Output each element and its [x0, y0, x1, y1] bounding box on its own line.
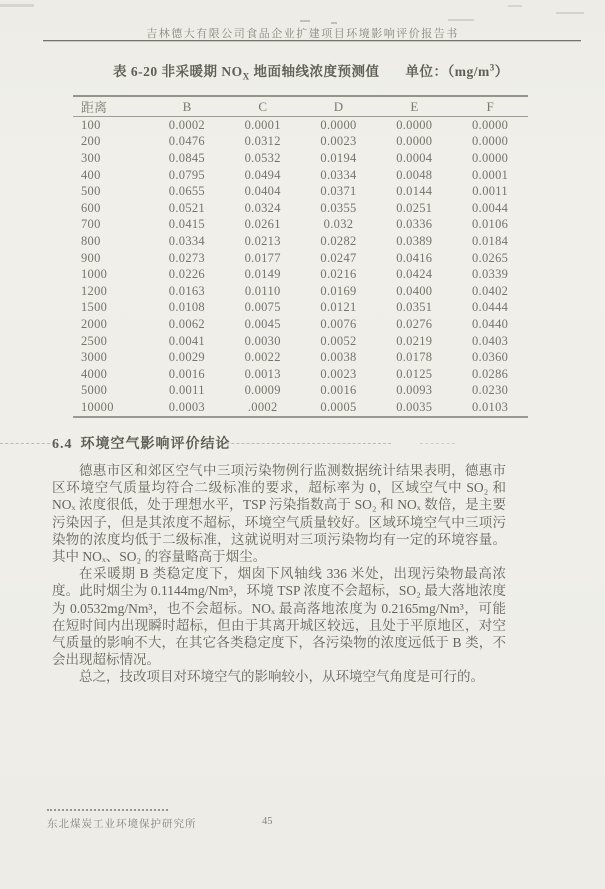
- column-header: B: [149, 96, 225, 117]
- scan-artifact: [331, 22, 337, 24]
- table-cell: 0.0016: [320, 383, 357, 398]
- table-cell: 0.0178: [396, 350, 433, 365]
- table-cell: 0.0062: [168, 316, 205, 331]
- table-cell: 400: [81, 167, 101, 182]
- table-cell: 0.0009: [244, 383, 281, 398]
- table-row: [73, 134, 528, 151]
- table-cell: 0.0276: [396, 316, 433, 331]
- table-cell: 10000: [81, 399, 114, 414]
- table-cell: 0.0163: [168, 283, 205, 298]
- scan-artifact: [556, 12, 584, 14]
- table-cell: 0.0360: [472, 350, 509, 365]
- table-cell: 0.0371: [320, 184, 357, 199]
- table-cell: 0.0029: [168, 350, 205, 365]
- table-cell: 0.0000: [320, 117, 357, 132]
- table-cell: 0.0273: [168, 250, 205, 265]
- table-cell: 0.0013: [244, 366, 281, 381]
- table-cell: 0.0532: [244, 150, 281, 165]
- column-header: C: [225, 96, 301, 117]
- table-cell: 0.0424: [396, 267, 433, 282]
- table-cell: 0.0230: [472, 383, 509, 398]
- table-cell: 0.0795: [168, 167, 205, 182]
- table-row: [73, 250, 528, 267]
- table-cell: 2500: [81, 333, 108, 348]
- table-head: [73, 96, 528, 117]
- table-row: [73, 217, 528, 234]
- table-row: [73, 383, 528, 400]
- table-cell: 0.0334: [320, 167, 357, 182]
- table-cell: 0.0226: [168, 267, 205, 282]
- table-cell: 0.0005: [320, 399, 357, 414]
- table-cell: 0.0440: [472, 316, 509, 331]
- table-cell: 300: [81, 150, 101, 165]
- scan-artifact: [0, 4, 34, 7]
- table-cell: 0.0004: [396, 150, 433, 165]
- table-cell: 0.0655: [168, 184, 205, 199]
- table-cell: 0.0023: [320, 134, 357, 149]
- table-cell: 0.0125: [396, 366, 433, 381]
- table-cell: 0.0389: [396, 233, 433, 248]
- scan-artifact: [300, 20, 310, 22]
- table-cell: 0.0402: [472, 283, 509, 298]
- running-header: 吉林德大有限公司食品企业扩建项目环境影响评价报告书: [146, 28, 459, 40]
- table-cell: 0.0022: [244, 350, 281, 365]
- table-header-row: [73, 96, 528, 117]
- table-cell: 0.0003: [168, 399, 205, 414]
- table-cell: 600: [81, 200, 101, 215]
- table-cell: 0.0044: [472, 200, 509, 215]
- table-cell: 0.0001: [472, 167, 509, 182]
- table-unit-label: 单位：$(mg/m^3)$: [405, 62, 509, 79]
- table-cell: 0.0286: [472, 366, 509, 381]
- table-cell: 0.0035: [396, 399, 433, 414]
- table-row: [73, 150, 528, 167]
- section-number: 6.4: [52, 437, 73, 452]
- table-cell: 0.0247: [320, 250, 357, 265]
- table-cell: 700: [81, 217, 101, 232]
- table-cell: 0.0106: [472, 217, 509, 232]
- table-cell: 0.0103: [472, 399, 509, 414]
- table-cell: 1000: [81, 267, 108, 282]
- table-cell: 0.0045: [244, 316, 281, 331]
- table-cell: 0.0076: [320, 316, 357, 331]
- table-cell: 0.0110: [244, 283, 281, 298]
- table-row: [73, 200, 528, 217]
- table-cell: 0.0444: [472, 300, 509, 315]
- table-cell: 0.0251: [396, 200, 433, 215]
- column-header: D: [301, 96, 377, 117]
- scan-artifact: [508, 5, 522, 7]
- table-cell: 0.0265: [472, 250, 509, 265]
- table-cell: 0.0169: [320, 283, 357, 298]
- table-cell: 0.0016: [168, 366, 205, 381]
- table-caption: [113, 60, 509, 82]
- table-cell: 0.0403: [472, 333, 509, 348]
- table-row: [73, 300, 528, 317]
- table-row: [73, 316, 528, 333]
- table-cell: 0.0121: [320, 300, 357, 315]
- table-cell: .0002: [247, 399, 278, 414]
- table-cell: 0.0149: [244, 267, 281, 282]
- table-cell: 0.0184: [472, 233, 509, 248]
- table-cell: 1200: [81, 283, 108, 298]
- footer-rule: [47, 809, 168, 811]
- table-row: [73, 183, 528, 200]
- table-caption-text: 表 6-20 非采暖期 $NO_X$ 地面轴线浓度预测值: [113, 64, 380, 82]
- scan-artifact: [0, 443, 50, 444]
- scan-artifact: [420, 443, 455, 444]
- table-cell: 0.0476: [168, 134, 205, 149]
- table-cell: 200: [81, 134, 101, 149]
- table-row: [73, 167, 528, 184]
- table-cell: 0.0216: [320, 267, 357, 282]
- table-cell: 100: [81, 117, 101, 132]
- column-header: F: [452, 96, 528, 117]
- table-cell: 0.0219: [396, 333, 433, 348]
- table-cell: 0.0521: [168, 200, 205, 215]
- table-cell: 0.0334: [168, 233, 205, 248]
- table-cell: 2000: [81, 316, 108, 331]
- table-cell: 900: [81, 250, 101, 265]
- paragraph-conclusion-3: 总之，技改项目对环境空气的影响较小，从环境空气角度是可行的。: [79, 669, 484, 685]
- table-row: [73, 233, 528, 250]
- caption-subscript: X: [242, 71, 250, 82]
- table-cell: 0.0108: [168, 300, 205, 315]
- unit-superscript: 3: [489, 62, 495, 73]
- table-cell: 0.0351: [396, 300, 433, 315]
- table-row: [73, 266, 528, 283]
- column-header: E: [376, 96, 452, 117]
- table-cell: 0.0000: [472, 134, 509, 149]
- table-cell: 0.0041: [168, 333, 205, 348]
- page-number: 45: [262, 816, 273, 827]
- table-cell: 0.0213: [244, 233, 281, 248]
- table-cell: 0.0415: [168, 217, 205, 232]
- section-title: 环境空气影响评价结论: [80, 437, 231, 452]
- table-cell: 0.0339: [472, 267, 509, 282]
- section-heading: [52, 433, 231, 453]
- table-cell: 0.0194: [320, 150, 357, 165]
- table-cell: 1500: [81, 300, 108, 315]
- table-cell: 0.0023: [320, 366, 357, 381]
- table-cell: 4000: [81, 366, 108, 381]
- table-cell: 0.032: [323, 217, 354, 232]
- table-cell: 0.0416: [396, 250, 433, 265]
- table-cell: 0.0312: [244, 134, 281, 149]
- paragraph-conclusion-2: 在采暖期 B 类稳定度下，烟囱下风轴线 336 米处，出现污染物最高浓度。此时烟尘为 0.1144mg/Nm³，环境 TSP 浓度不会超标，SO₂ 最大落地浓度为 0.0532mg/Nm³，也不会超标。NOₓ 最高落地浓度为 0.2165mg/Nm³，可能在短时间内出现瞬时超标，但由于其离开城区较远，且处于平原地区，对空气质量的影响不大，在其它各类稳定度下，各污染物的浓度远低于 B 类，不会出现超标情况。: [52, 566, 506, 668]
- column-header: 距离: [73, 96, 149, 117]
- table-cell: 0.0011: [169, 383, 205, 398]
- table-cell: 0.0048: [396, 167, 433, 182]
- scan-artifact: [448, 19, 474, 21]
- table-row: [73, 349, 528, 366]
- table-cell: 0.0038: [320, 350, 357, 365]
- table-cell: 3000: [81, 350, 108, 365]
- header-rule: [43, 40, 581, 41]
- table-cell: 0.0177: [244, 250, 281, 265]
- table-cell: 0.0000: [472, 150, 509, 165]
- table-body: [73, 117, 528, 417]
- table-cell: 0.0000: [396, 134, 433, 149]
- table-row: [73, 399, 528, 417]
- table-row: [73, 283, 528, 300]
- table-cell: 0.0336: [396, 217, 433, 232]
- table-cell: 0.0282: [320, 233, 357, 248]
- table-cell: 0.0030: [244, 333, 281, 348]
- table-cell: 0.0404: [244, 184, 281, 199]
- table-row: [73, 333, 528, 350]
- table-row: [73, 117, 528, 134]
- table-cell: 0.0494: [244, 167, 281, 182]
- table-cell: 0.0011: [472, 184, 508, 199]
- table-cell: 0.0093: [396, 383, 433, 398]
- paragraph-conclusion-1: 德惠市区和郊区空气中三项污染物例行监测数据统计结果表明，德惠市区环境空气质量均符合二级标准的要求，超标率为 0，区域空气中 SO₂ 和 NOₓ 浓度很低，处于理想水平，TSP 污染指数高于 SO₂ 和 NOₓ 数倍，是主要污染因子，但是其浓度不超标，环境空气质量较好。区域环境空气中三项污染物的浓度均低于二级标准，这就说明对三项污染物均有一定的环境容量。其中 NOₓ、SO₂ 的容量略高于烟尘。: [52, 463, 506, 565]
- table-cell: 0.0000: [396, 117, 433, 132]
- body-text: [52, 462, 506, 686]
- table-cell: 0.0000: [472, 117, 509, 132]
- concentration-table: [73, 95, 528, 418]
- table-cell: 0.0845: [168, 150, 205, 165]
- table-cell: 5000: [81, 383, 108, 398]
- table-cell: 0.0400: [396, 283, 433, 298]
- table-cell: 0.0052: [320, 333, 357, 348]
- table-row: [73, 366, 528, 383]
- table-cell: 800: [81, 233, 101, 248]
- table-cell: 0.0075: [244, 300, 281, 315]
- table-cell: 0.0261: [244, 217, 281, 232]
- table-cell: 0.0002: [168, 117, 205, 132]
- table-cell: 500: [81, 184, 101, 199]
- footer-organization: 东北煤炭工业环境保护研究所: [47, 819, 197, 830]
- table-cell: 0.0001: [244, 117, 281, 132]
- table-cell: 0.0355: [320, 200, 357, 215]
- table-cell: 0.0144: [396, 184, 433, 199]
- table-cell: 0.0324: [244, 200, 281, 215]
